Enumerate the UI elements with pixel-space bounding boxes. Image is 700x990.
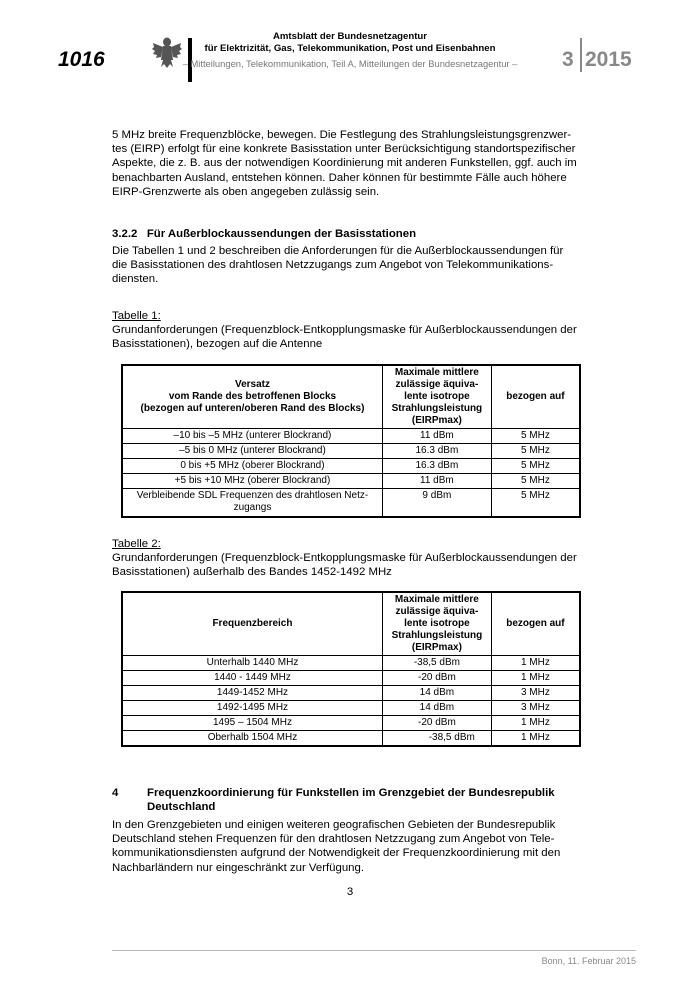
table-cell: -20 dBm xyxy=(382,716,491,731)
text-line: Aspekte, die z. B. aus der notwendigen Koordinierung mit anderen Funkstellen, ggf. auch im xyxy=(112,157,577,170)
table-header-cell: Maximale mittlere zulässige äquiva- lente isotrope Strahlungsleistung (EIRPmax) xyxy=(382,592,491,656)
table-cell: 11 dBm xyxy=(382,474,491,489)
footer-date: Bonn, 11. Februar 2015 xyxy=(541,956,636,966)
gazette-title: Amtsblatt der Bundesnetzagentur xyxy=(272,31,428,42)
table-cell: 1 MHz xyxy=(491,656,580,671)
table-cell: 5 MHz xyxy=(491,474,580,489)
table-cell: 1 MHz xyxy=(491,731,580,747)
text-line: diensten. xyxy=(112,273,159,286)
section-heading-322: 3.2.2 Für Außerblockaussendungen der Basisstationen xyxy=(112,228,417,240)
table-row xyxy=(122,656,580,671)
table-cell: 1440 - 1449 MHz xyxy=(122,671,382,686)
table-cell: 9 dBm xyxy=(382,489,491,517)
table-cell: 5 MHz xyxy=(491,489,580,517)
table-cell: 1 MHz xyxy=(491,671,580,686)
text-line: Basisstationen) außerhalb des Bandes 1452-1492 MHz xyxy=(112,566,392,579)
table-header-cell: Versatz vom Rande des betroffenen Blocks (bezogen auf unteren/oberen Rand des Blocks) xyxy=(122,365,382,429)
table-row xyxy=(122,731,580,747)
table-cell: Verbleibende SDL Frequenzen des drahtlosen Netz- zugangs xyxy=(122,489,382,517)
footer-divider xyxy=(112,950,636,951)
table-row xyxy=(122,459,580,474)
table-cell: -38,5 dBm xyxy=(382,656,491,671)
table2-caption xyxy=(112,551,642,579)
table-cell: 16.3 dBm xyxy=(382,459,491,474)
table-cell: 1449-1452 MHz xyxy=(122,686,382,701)
text-line: In den Grenzgebieten und einigen weiteren geografischen Gebieten der Bundesrepublik xyxy=(112,819,556,831)
text-line: Deutschland stehen Frequenzen für den drahtlosen Netzzugang zum Angebot von Tele- xyxy=(112,833,555,846)
table-row xyxy=(122,686,580,701)
table-cell: 14 dBm xyxy=(382,686,491,701)
table-cell: 1495 – 1504 MHz xyxy=(122,716,382,731)
table-cell: –5 bis 0 MHz (unterer Blockrand) xyxy=(122,444,382,459)
table-header-row xyxy=(122,592,580,656)
text-line: Grundanforderungen (Frequenzblock-Entkopplungsmaske für Außerblockaussendungen der xyxy=(112,552,577,564)
table-cell: 0 bis +5 MHz (oberer Blockrand) xyxy=(122,459,382,474)
text-line: Die Tabellen 1 und 2 beschreiben die Anforderungen für die Außerblockaussendungen für xyxy=(112,245,564,257)
table-row xyxy=(122,444,580,459)
table-cell: 3 MHz xyxy=(491,701,580,716)
page-number: 1016 xyxy=(58,48,105,71)
text-line: Frequenzkoordinierung für Funkstellen im Grenzgebiet der Bundesrepublik xyxy=(147,787,555,799)
text-line: Grundanforderungen (Frequenzblock-Entkopplungsmaske für Außerblockaussendungen der xyxy=(112,324,577,336)
table-header-row xyxy=(122,365,580,429)
intro-paragraph xyxy=(112,128,632,199)
table1-caption xyxy=(112,323,642,351)
table-row xyxy=(122,701,580,716)
issue-year: 2015 xyxy=(585,48,632,71)
issue-number: 3 xyxy=(562,48,574,71)
text-line: benachbarten Ausland, entstehen können. Daher können für bestimmte Fälle auch höhere xyxy=(112,171,567,184)
table-cell: Oberhalb 1504 MHz xyxy=(122,731,382,747)
table-row xyxy=(122,671,580,686)
table-row xyxy=(122,489,580,517)
table-cell: 5 MHz xyxy=(491,459,580,474)
text-line: Nachbarländern nur eingeschränkt zur Verfügung. xyxy=(112,861,365,874)
table-header-cell: Maximale mittlere zulässige äquiva- lente isotrope Strahlungsleistung (EIRPmax) xyxy=(382,365,491,429)
table-cell: 16.3 dBm xyxy=(382,444,491,459)
table-cell: +5 bis +10 MHz (oberer Blockrand) xyxy=(122,474,382,489)
text-line: Basisstationen), bezogen auf die Antenne xyxy=(112,338,323,351)
table-cell: 5 MHz xyxy=(491,444,580,459)
page-footer-number: 3 xyxy=(346,886,354,898)
table-cell: 1 MHz xyxy=(491,716,580,731)
gazette-subtitle: für Elektrizität, Gas, Telekommunikation, Post und Eisenbahnen xyxy=(204,43,496,54)
text-line: die Basisstationen des drahtlosen Netzzugangs zum Angebot von Telekommunikations- xyxy=(112,259,554,272)
table-header-cell: Frequenzbereich xyxy=(122,592,382,656)
text-line: tes (EIRP) erfolgt für eine konkrete Basisstation unter Berücksichtigung standortspezifischer xyxy=(112,143,576,156)
gazette-section: – Mitteilungen, Telekommunikation, Teil A, Mitteilungen der Bundesnetzagentur – xyxy=(182,58,518,69)
table2-label: Tabelle 2: xyxy=(112,538,161,550)
table1 xyxy=(121,364,581,518)
table-cell: 5 MHz xyxy=(491,429,580,444)
issue-divider xyxy=(580,38,582,72)
text-line: EIRP-Grenzwerte als oben angegeben zulässig sein. xyxy=(112,185,380,198)
section-4-number: 4 xyxy=(112,787,119,799)
table1-label: Tabelle 1: xyxy=(112,310,161,322)
table-row xyxy=(122,474,580,489)
table-cell: Unterhalb 1440 MHz xyxy=(122,656,382,671)
table-cell: -20 dBm xyxy=(382,671,491,686)
table-cell: 14 dBm xyxy=(382,701,491,716)
table-cell: –10 bis –5 MHz (unterer Blockrand) xyxy=(122,429,382,444)
text-line: 5 MHz breite Frequenzblöcke, bewegen. Die Festlegung des Strahlungsleistungsgrenzwer- xyxy=(112,129,572,141)
table2 xyxy=(121,591,581,747)
section-322-paragraph xyxy=(112,244,632,287)
table-cell: 11 dBm xyxy=(382,429,491,444)
table-header-cell: bezogen auf xyxy=(491,592,580,656)
table-header-cell: bezogen auf xyxy=(491,365,580,429)
table-cell: 3 MHz xyxy=(491,686,580,701)
section-4-paragraph xyxy=(112,818,632,875)
section-4-heading xyxy=(147,786,627,814)
table-cell: 1492-1495 MHz xyxy=(122,701,382,716)
table-row xyxy=(122,429,580,444)
table-cell: -38,5 dBm xyxy=(382,731,491,747)
text-line: kommunikationsdiensten aufgrund der Notwendigkeit der Frequenzkoordinierung mit den xyxy=(112,847,561,860)
text-line: Deutschland xyxy=(147,801,216,814)
table-row xyxy=(122,716,580,731)
